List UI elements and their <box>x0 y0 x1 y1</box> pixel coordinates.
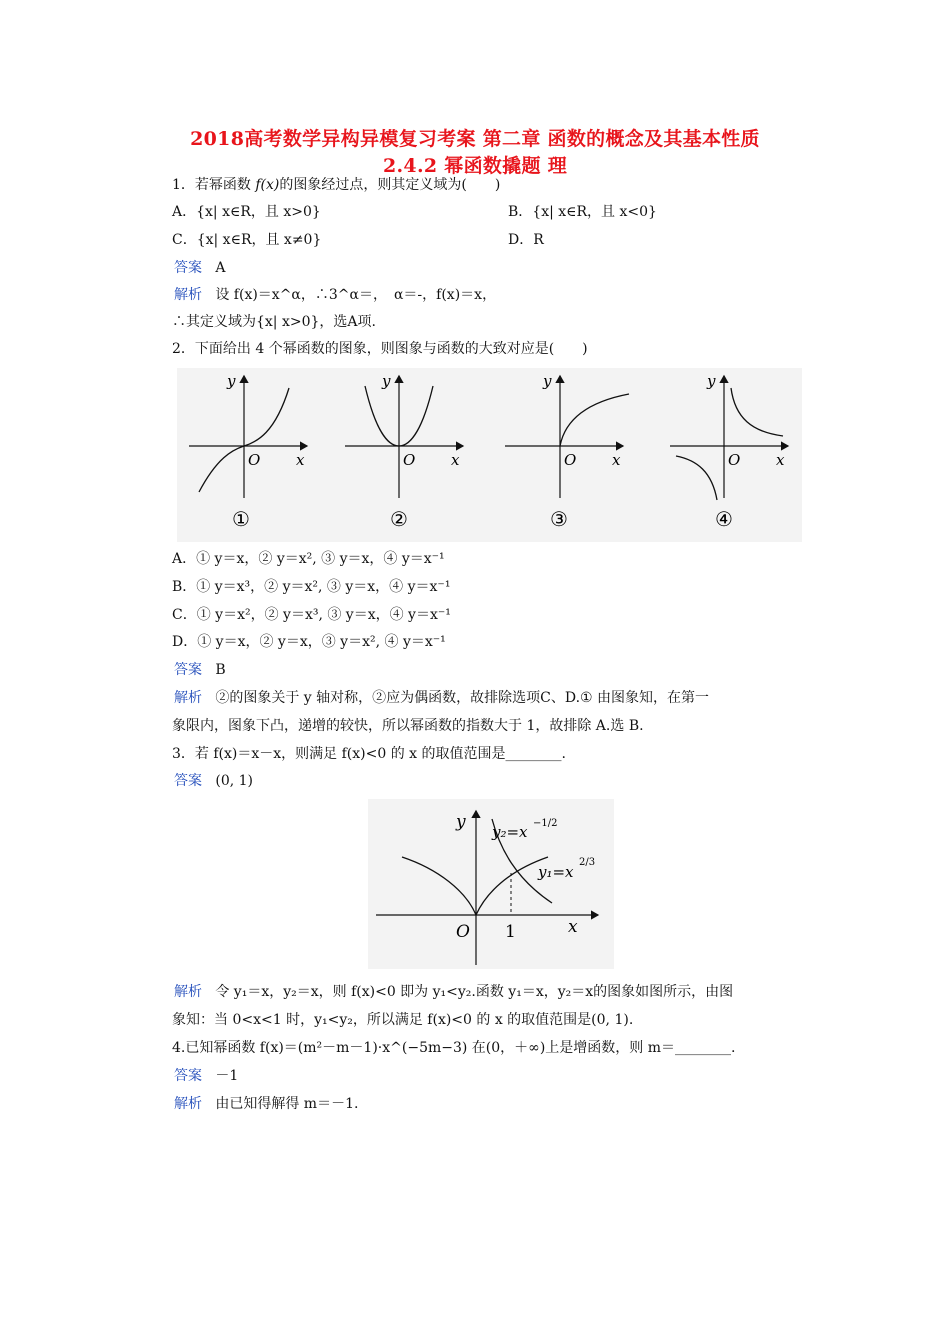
graph-4-y-label: y <box>707 372 716 390</box>
q2-option-d: D．① y＝x，② y＝x，③ y＝x², ④ y＝x⁻¹ <box>172 634 446 650</box>
graph-1 <box>189 372 307 531</box>
q2-option-a: A．① y＝x，② y＝x², ③ y＝x，④ y＝x⁻¹ <box>172 551 445 567</box>
graph-1-x-label: x <box>296 451 305 469</box>
q1-analysis-label: 解析 <box>174 287 202 303</box>
graph-3-origin: O <box>564 451 577 469</box>
q1-analysis-cont: ∴其定义域为{x| x>0}，选A项. <box>172 314 376 330</box>
document-title-line2: 2.4.2 幂函数撬题 理 <box>382 155 568 177</box>
q3-y1-exp: 2/3 <box>579 857 596 868</box>
q2-analysis <box>174 689 709 707</box>
q1-stem <box>172 176 500 194</box>
q4-analysis-text: 由已知得解得 m＝－1. <box>215 1096 359 1112</box>
graph-3-x-label: x <box>612 451 621 469</box>
q2-analysis-label: 解析 <box>174 690 202 706</box>
q1-option-a: A．{x| x∈R，且 x>0} <box>172 204 321 220</box>
q2-answer-label: 答案 <box>174 662 202 678</box>
q1-stem-fx: f(x) <box>255 177 280 193</box>
q1-option-b: B．{x| x∈R，且 x<0} <box>508 204 657 220</box>
graph-2 <box>345 372 463 531</box>
q3-graph-figure <box>368 799 614 969</box>
q3-answer <box>174 772 253 790</box>
q3-x-label: x <box>568 917 578 937</box>
q2-answer-value: B <box>215 662 226 678</box>
graph-1-y-label: y <box>227 372 236 390</box>
q1-stem-a: 1．若幂函数 <box>172 177 256 193</box>
graph-4-number: ④ <box>715 507 733 531</box>
q1-analysis-text: 设 f(x)＝x^α，∴3^α＝， α＝-，f(x)＝x， <box>215 287 497 303</box>
q4-analysis <box>174 1095 358 1113</box>
q4-answer <box>174 1067 238 1085</box>
q3-y2-exp: −1/2 <box>533 818 558 829</box>
q1-answer <box>174 259 225 277</box>
q4-answer-label: 答案 <box>174 1068 202 1084</box>
q3-analysis-cont: 象知：当 0<x<1 时，y₁<y₂，所以满足 f(x)<0 的 x 的取值范围是(0, 1). <box>172 1012 634 1028</box>
q1-answer-label: 答案 <box>174 260 202 276</box>
q3-tick-1: 1 <box>505 922 516 942</box>
q2-graphs-figure <box>177 368 802 542</box>
graph-3-y-label: y <box>543 372 552 390</box>
graph-1-origin: O <box>248 451 261 469</box>
q3-analysis <box>174 983 733 1001</box>
q3-answer-value: (0, 1) <box>215 773 253 789</box>
q1-option-d: D．R <box>508 232 544 248</box>
document-title-line1: 2018高考数学异构异模复习考案 第二章 函数的概念及其基本性质 <box>190 128 760 150</box>
q3-stem: 3．若 f(x)＝x－x，则满足 f(x)<0 的 x 的取值范围是________. <box>172 746 566 762</box>
graph-3 <box>505 372 629 531</box>
q2-analysis-text: ②的图象关于 y 轴对称，②应为偶函数，故排除选项C、D.① 由图象知，在第一 <box>215 690 710 706</box>
q2-option-b: B．① y＝x³，② y＝x², ③ y＝x，④ y＝x⁻¹ <box>172 579 451 595</box>
q2-answer <box>174 661 226 679</box>
graph-4 <box>670 372 788 531</box>
q3-graph-svg <box>368 799 614 969</box>
q3-origin: O <box>456 922 470 942</box>
q1-analysis <box>174 286 496 304</box>
graph-4-curve-right <box>731 388 783 436</box>
q2-graphs-svg <box>177 368 802 542</box>
q4-stem: 4.已知幂函数 f(x)＝(m²－m－1)·x^(−5m−3) 在(0，＋∞)上是增函数，则 m＝________. <box>172 1040 736 1056</box>
q3-analysis-label: 解析 <box>174 984 202 1000</box>
graph-1-number: ① <box>232 507 250 531</box>
q3-answer-label: 答案 <box>174 773 202 789</box>
q2-analysis-cont: 象限内，图象下凸，递增的较快，所以幂函数的指数大于 1，故排除 A.选 B. <box>172 718 644 734</box>
q3-analysis-text: 令 y₁＝x，y₂＝x，则 f(x)<0 即为 y₁<y₂.函数 y₁＝x，y₂＝x的图象如图所示，由图 <box>215 984 734 1000</box>
q3-curve-y1 <box>402 857 548 915</box>
q4-analysis-label: 解析 <box>174 1096 202 1112</box>
q2-stem: 2．下面给出 4 个幂函数的图象，则图象与函数的大致对应是( ) <box>172 341 588 357</box>
graph-2-x-label: x <box>451 451 460 469</box>
q3-y2-label: y₂=x <box>492 823 528 841</box>
q4-answer-value: －1 <box>215 1068 239 1084</box>
graph-4-origin: O <box>728 451 741 469</box>
graph-2-number: ② <box>390 507 408 531</box>
q3-y-label: y <box>456 812 466 832</box>
q3-y1-label: y₁=x <box>538 863 574 881</box>
graph-2-y-label: y <box>382 372 391 390</box>
q1-stem-b: 的图象经过点，则其定义域为( ) <box>279 177 501 193</box>
graph-3-number: ③ <box>550 507 568 531</box>
q2-option-c: C．① y＝x²，② y＝x³, ③ y＝x，④ y＝x⁻¹ <box>172 607 451 623</box>
graph-4-x-label: x <box>776 451 785 469</box>
graph-2-origin: O <box>403 451 416 469</box>
q1-answer-value: A <box>215 260 226 276</box>
graph-3-curve <box>560 394 629 446</box>
q1-option-c: C．{x| x∈R，且 x≠0} <box>172 232 322 248</box>
graph-4-curve-left <box>676 456 717 500</box>
